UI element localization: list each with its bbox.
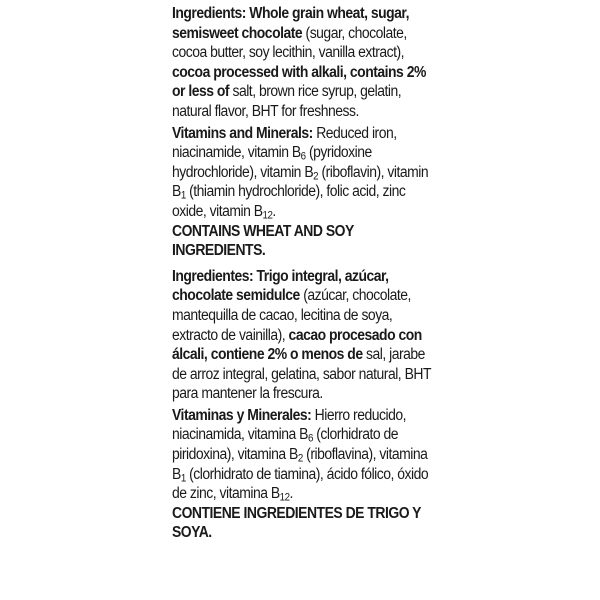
vitamins-en-text: . bbox=[272, 202, 276, 220]
subscript: 2 bbox=[313, 170, 319, 183]
subscript: 12 bbox=[279, 491, 290, 504]
vitamins-en-text: (pyridoxine hydrochloride), vitamin B bbox=[172, 144, 372, 181]
allergen-statement-english: CONTAINS WHEAT AND SOY INGREDIENTS. bbox=[172, 222, 354, 260]
subscript: 1 bbox=[180, 190, 186, 203]
ingredients-en-processing: cocoa processed with alkali, contains 2% or less of bbox=[172, 63, 426, 101]
subscript: 2 bbox=[297, 452, 303, 465]
subscript: 1 bbox=[180, 472, 186, 485]
vitamins-spanish bbox=[172, 406, 440, 504]
vitamins-es-text: (riboflavina), vitamina B bbox=[172, 446, 428, 483]
vitamins-es-text: (clorhidrato de tiamina), ácido fólico, óxido de zinc, vitamina B bbox=[172, 465, 429, 503]
vitamins-en-text: (riboflavin), vitamin B bbox=[172, 163, 429, 201]
ingredients-spanish bbox=[172, 267, 440, 404]
vitamins-en-text: Reduced iron, niacinamide, vitamin B bbox=[172, 124, 397, 162]
ingredients-english bbox=[172, 4, 440, 122]
vitamins-es-text: . bbox=[289, 485, 293, 503]
ingredients-es-processing: cacao procesado con álcali, contiene 2% o menos de bbox=[172, 326, 422, 364]
ingredients-es-subingredients: (azúcar, chocolate, mantequilla de cacao, lecitina de soya, extracto de vainilla), bbox=[172, 287, 411, 344]
vitamins-es-text: Hierro reducido, niacinamida, vitamina B bbox=[172, 406, 406, 444]
ingredients-text-block bbox=[172, 4, 440, 543]
nutrition-label-panel bbox=[172, 4, 440, 543]
vitamins-en-text: (thiamin hydrochloride), folic acid, zinc oxide, vitamin B bbox=[172, 183, 406, 220]
vitamins-en-heading: Vitamins and Minerals: bbox=[172, 124, 313, 142]
allergen-statement-spanish: CONTIENE INGREDIENTES DE TRIGO Y SOYA. bbox=[172, 504, 421, 542]
ingredients-en-subingredients: (sugar, chocolate, cocoa butter, soy lecithin, vanilla extract), bbox=[172, 24, 407, 62]
vitamins-es-text: (clorhidrato de piridoxina), vitamina B bbox=[172, 426, 399, 464]
subscript: 12 bbox=[262, 209, 273, 222]
subscript: 6 bbox=[300, 150, 306, 163]
vitamins-english bbox=[172, 124, 440, 222]
ingredients-en-minor: salt, brown rice syrup, gelatin, natural flavor, BHT for freshness. bbox=[172, 83, 402, 120]
ingredients-es-heading: Ingredientes: Trigo integral, azúcar, chocolate semidulce bbox=[172, 267, 389, 305]
subscript: 6 bbox=[307, 433, 313, 446]
vitamins-es-heading: Vitaminas y Minerales: bbox=[172, 406, 312, 424]
ingredients-es-minor: sal, jarabe de arroz integral, gelatina, sabor natural, BHT para mantener la frescura. bbox=[172, 346, 431, 403]
ingredients-en-heading: Ingredients: Whole grain wheat, sugar, semisweet chocolate bbox=[172, 5, 409, 42]
